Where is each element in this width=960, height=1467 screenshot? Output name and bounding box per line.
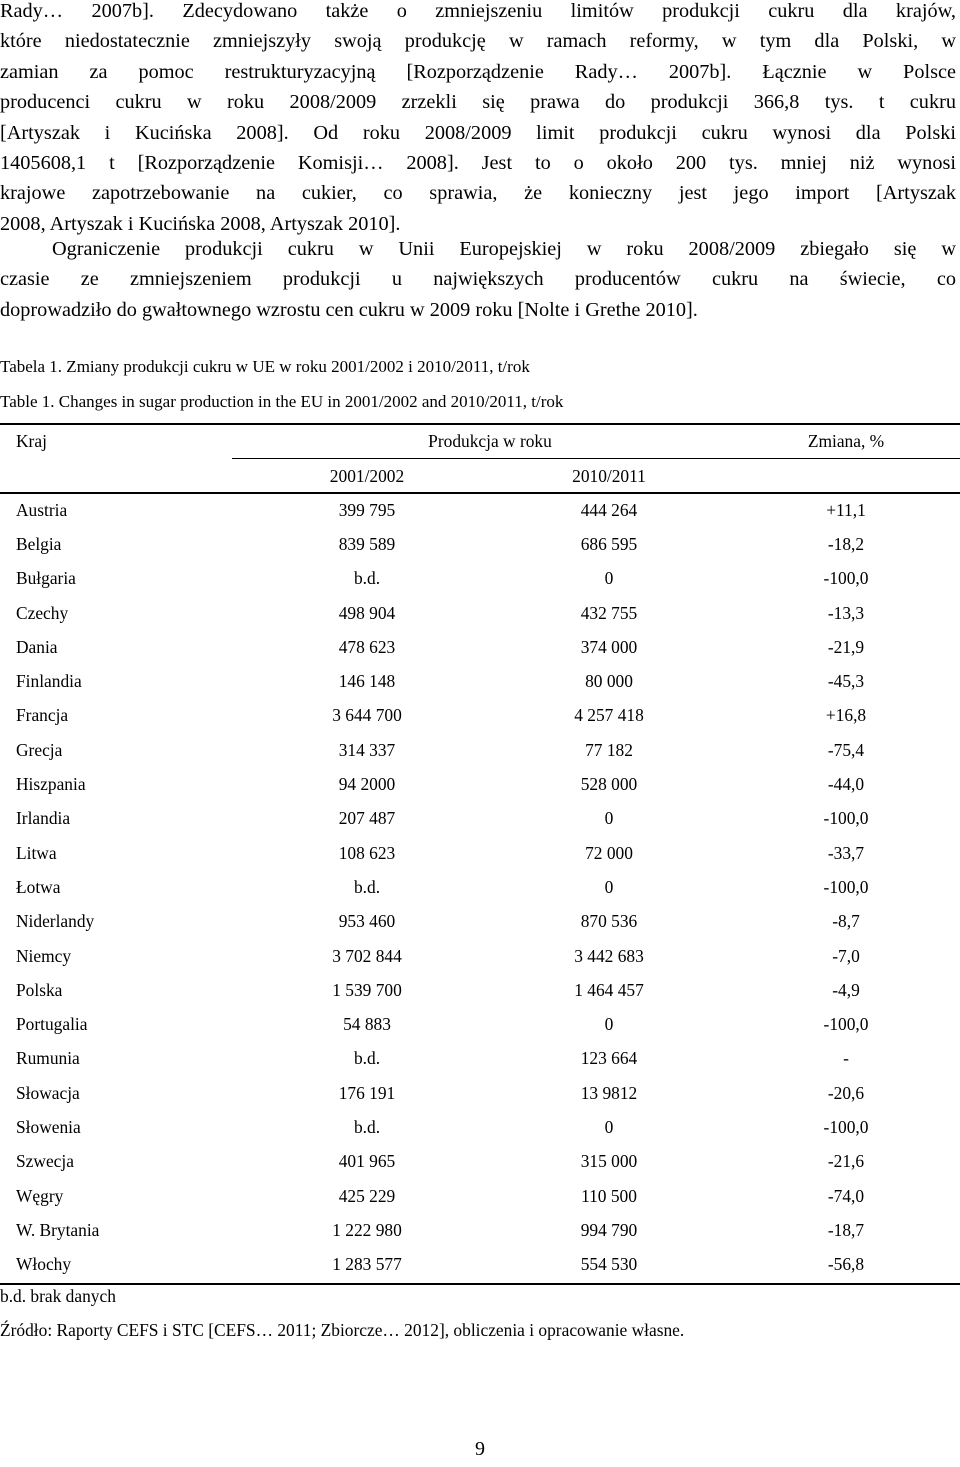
change-cell: -75,4	[827, 739, 865, 760]
country-cell: Niemcy	[16, 945, 72, 966]
change-cell: -74,0	[827, 1185, 865, 1206]
table-row	[0, 870, 960, 904]
source-note: Źródło: Raporty CEFS i STC [CEFS… 2011; Zbiorcze… 2012], obliczenia i opracowanie własne.	[0, 1320, 685, 1340]
production-2010-cell: 870 536	[580, 911, 638, 932]
text-line: producenci cukru w roku 2008/2009 zrzekli się prawa do produkcji 366,8 tys. t cukru	[0, 91, 956, 114]
paragraph-1	[0, 0, 956, 239]
country-cell: Rumunia	[16, 1048, 80, 1069]
country-cell: Łotwa	[16, 876, 61, 897]
change-cell: -100,0	[823, 1116, 869, 1137]
table-row	[0, 699, 960, 733]
change-cell: -21,6	[827, 1151, 865, 1172]
country-cell: Litwa	[16, 842, 57, 863]
production-2001-cell: b.d.	[353, 1116, 381, 1137]
country-cell: Finlandia	[16, 671, 82, 692]
table-row	[0, 630, 960, 664]
production-2001-cell: 3 702 844	[332, 945, 402, 966]
table-row	[0, 973, 960, 1007]
country-cell: Francja	[16, 705, 69, 726]
country-cell: Niderlandy	[16, 911, 95, 932]
production-2001-cell: 54 883	[343, 1014, 391, 1035]
table-row	[0, 802, 960, 836]
production-2010-cell: 0	[604, 1116, 614, 1137]
change-cell: -8,7	[832, 911, 860, 932]
change-cell: -33,7	[827, 842, 865, 863]
production-2001-cell: 3 644 700	[332, 705, 402, 726]
country-cell: Dania	[16, 636, 58, 657]
header-change: Zmiana, %	[807, 430, 885, 451]
table-caption-polish: Tabela 1. Zmiany produkcji cukru w UE w roku 2001/2002 i 2010/2011, t/rok	[0, 357, 530, 376]
production-2001-cell: 94 2000	[338, 774, 396, 795]
production-2010-cell: 315 000	[580, 1151, 638, 1172]
table-header-row	[0, 423, 960, 459]
country-cell: Grecja	[16, 739, 63, 760]
table-row	[0, 562, 960, 596]
production-2001-cell: 1 539 700	[332, 979, 402, 1000]
table-row	[0, 1213, 960, 1247]
production-2001-cell: 176 191	[338, 1082, 396, 1103]
table-row	[0, 596, 960, 630]
header-year-1: 2001/2002	[329, 465, 405, 486]
production-2010-cell: 72 000	[585, 842, 633, 863]
table-row	[0, 905, 960, 939]
table-row	[0, 1145, 960, 1179]
country-cell: Włochy	[16, 1254, 72, 1275]
paragraph-2	[0, 234, 956, 325]
table-row	[0, 1042, 960, 1076]
table-row	[0, 767, 960, 801]
change-cell: -44,0	[827, 774, 865, 795]
production-2010-cell: 528 000	[580, 774, 638, 795]
production-2010-cell: 110 500	[581, 1185, 637, 1206]
production-2001-cell: 399 795	[338, 499, 396, 520]
country-cell: Słowenia	[16, 1116, 81, 1137]
country-cell: Irlandia	[16, 808, 71, 829]
change-cell: +16,8	[825, 705, 867, 726]
production-2001-cell: 839 589	[338, 533, 396, 554]
change-cell: -100,0	[823, 808, 869, 829]
header-country: Kraj	[16, 430, 47, 451]
table-row	[0, 1248, 960, 1282]
production-2010-cell: 1 464 457	[574, 979, 644, 1000]
change-cell: -21,9	[827, 636, 865, 657]
country-cell: W. Brytania	[16, 1219, 100, 1240]
production-2010-cell: 123 664	[580, 1048, 638, 1069]
change-cell: -56,8	[827, 1254, 865, 1275]
footnote: b.d. brak danych	[0, 1286, 116, 1306]
production-2010-cell: 374 000	[580, 636, 638, 657]
production-2010-cell: 13 9812	[580, 1082, 638, 1103]
text-line: [Artyszak i Kucińska 2008]. Od roku 2008/2009 limit produkcji cukru wynosi dla Polski	[0, 121, 956, 144]
change-cell: -18,7	[827, 1219, 865, 1240]
production-2010-cell: 444 264	[580, 499, 638, 520]
production-2001-cell: 401 965	[338, 1151, 396, 1172]
change-cell: +11,1	[826, 499, 866, 520]
production-2001-cell: 1 222 980	[332, 1219, 402, 1240]
change-cell: -45,3	[827, 671, 865, 692]
table-body	[0, 493, 960, 1282]
table-bottom-rule	[0, 1283, 960, 1285]
change-cell: -18,2	[827, 533, 865, 554]
production-2010-cell: 994 790	[580, 1219, 638, 1240]
change-cell: -4,9	[832, 979, 860, 1000]
table-row	[0, 1110, 960, 1144]
header-production: Produkcja w roku	[428, 430, 552, 451]
production-2001-cell: 108 623	[338, 842, 396, 863]
text-line: Ograniczenie produkcji cukru w Unii Europejskiej w roku 2008/2009 zbiegało się w	[52, 238, 956, 260]
table-caption-english: Table 1. Changes in sugar production in the EU in 2001/2002 and 2010/2011, t/rok	[0, 392, 564, 411]
table-row	[0, 493, 960, 527]
text-line: 2008, Artyszak i Kucińska 2008, Artyszak 2010].	[0, 212, 401, 235]
table-row	[0, 939, 960, 973]
text-line: 1405608,1 t [Rozporządzenie Komisji… 2008]. Jest to o około 200 tys. mniej niż wynosi	[0, 152, 956, 175]
header-blank	[732, 459, 960, 493]
header-year-2: 2010/2011	[572, 465, 646, 486]
country-cell: Polska	[16, 979, 63, 1000]
production-2010-cell: 4 257 418	[574, 705, 644, 726]
production-2010-cell: 77 182	[585, 739, 633, 760]
production-2001-cell: 953 460	[338, 911, 396, 932]
table-row	[0, 836, 960, 870]
country-cell: Węgry	[16, 1185, 64, 1206]
table-row	[0, 733, 960, 767]
text-line: zamian za pomoc restrukturyzacyjną [Rozporządzenie Rady… 2007b]. Łącznie w Polsce	[0, 60, 956, 83]
production-2001-cell: 314 337	[338, 739, 396, 760]
production-2001-cell: 498 904	[338, 602, 396, 623]
production-2010-cell: 686 595	[580, 533, 638, 554]
country-cell: Czechy	[16, 602, 69, 623]
table-subheader-row	[0, 459, 960, 493]
production-2010-cell: 0	[604, 876, 614, 897]
sugar-production-table	[0, 423, 960, 1282]
production-2001-cell: 478 623	[338, 636, 396, 657]
table-row	[0, 527, 960, 561]
table-row	[0, 1179, 960, 1213]
change-cell: -	[843, 1048, 849, 1069]
text-line: Rady… 2007b]. Zdecydowano także o zmniejszeniu limitów produkcji cukru dla krajów,	[0, 0, 956, 22]
table-row	[0, 1076, 960, 1110]
production-2010-cell: 0	[604, 808, 614, 829]
country-cell: Hiszpania	[16, 774, 86, 795]
production-2001-cell: 146 148	[338, 671, 396, 692]
change-cell: -100,0	[823, 568, 869, 589]
production-2010-cell: 0	[604, 568, 614, 589]
country-cell: Bułgaria	[16, 568, 76, 589]
change-cell: -100,0	[823, 876, 869, 897]
production-2010-cell: 432 755	[580, 602, 638, 623]
production-2001-cell: 425 229	[338, 1185, 396, 1206]
text-line: które niedostatecznie zmniejszyły swoją produkcję w ramach reformy, w tym dla Polski, w	[0, 30, 956, 53]
country-cell: Szwecja	[16, 1151, 74, 1172]
production-2010-cell: 3 442 683	[574, 945, 644, 966]
change-cell: -13,3	[827, 602, 865, 623]
change-cell: -20,6	[827, 1082, 865, 1103]
page-number: 9	[475, 1438, 485, 1460]
country-cell: Belgia	[16, 533, 62, 554]
change-cell: -100,0	[823, 1014, 869, 1035]
change-cell: -7,0	[832, 945, 860, 966]
text-line: krajowe zapotrzebowanie na cukier, co sprawia, że konieczny jest jego import [Artyszak	[0, 182, 956, 205]
text-line: czasie ze zmniejszeniem produkcji u największych producentów cukru na świecie, co	[0, 268, 956, 291]
table-row	[0, 1007, 960, 1041]
country-cell: Słowacja	[16, 1082, 80, 1103]
production-2001-cell: 207 487	[338, 808, 396, 829]
production-2010-cell: 554 530	[580, 1254, 638, 1275]
production-2001-cell: b.d.	[353, 1048, 381, 1069]
production-2010-cell: 0	[604, 1014, 614, 1035]
country-cell: Portugalia	[16, 1014, 88, 1035]
production-2010-cell: 80 000	[585, 671, 633, 692]
table-row	[0, 664, 960, 698]
production-2001-cell: b.d.	[353, 568, 381, 589]
text-line: doprowadziło do gwałtownego wzrostu cen cukru w 2009 roku [Nolte i Grethe 2010].	[0, 298, 698, 321]
header-blank	[0, 459, 248, 493]
production-2001-cell: 1 283 577	[332, 1254, 402, 1275]
production-2001-cell: b.d.	[353, 876, 381, 897]
country-cell: Austria	[16, 499, 68, 520]
